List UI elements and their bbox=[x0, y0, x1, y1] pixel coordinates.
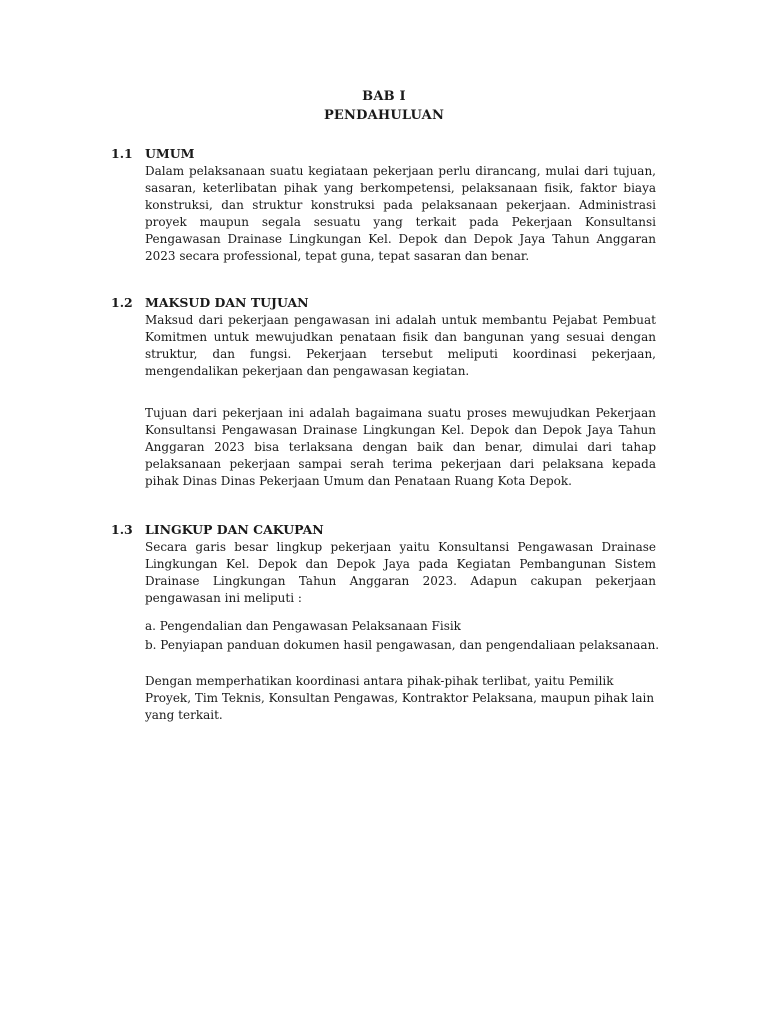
paragraph-maksud: Maksud dari pekerjaan pengawasan ini adalah untuk membantu Pejabat Pembuat Komitmen untuk mewujudkan penataan fisik dan bangunan yang sesuai dengan struktur, dan fungsi. Pekerjaan tersebut meliputi koordinasi pekerjaan, mengendalikan pekerjaan dan pengawasan kegiatan. bbox=[145, 313, 656, 378]
paragraph-tujuan: Tujuan dari pekerjaan ini adalah bagaimana suatu proses mewujudkan Pekerjaan Konsultansi Pengawasan Drainase Lingkungan Kel. Depok dan Depok Jaya Tahun Anggaran 2023 bisa terlaksana dengan baik dan benar, dimulai dari tahap pelaksanaan pekerjaan sampai serah terima pekerjaan dari pelaksana kepada pihak Dinas Dinas Pekerjaan Umum dan Penataan Ruang Kota Depok. bbox=[145, 406, 656, 488]
section-title-umum: UMUM bbox=[145, 146, 195, 161]
chapter-title: PENDAHULUAN bbox=[323, 108, 445, 123]
list-item-b: b. Penyiapan panduan dokumen hasil pengawasan, dan pengendaliaan pelaksanaan. bbox=[145, 638, 660, 652]
section-title-lingkup-cakupan: LINGKUP DAN CAKUPAN bbox=[145, 522, 324, 537]
paragraph-umum: Dalam pelaksanaan suatu kegiataan pekerjaan perlu dirancang, mulai dari tujuan, sasaran, keterlibatan pihak yang berkompetensi, pelaksanaan fisik, faktor biaya konstruksi, dan struktur konstruksi pada pelaksanaan pekerjaan. Administrasi proyek maupun segala sesuatu yang terkait pada Pekerjaan Konsultansi Pengawasan Drainase Lingkungan Kel. Depok dan Depok Jaya Tahun Anggaran 2023 secara professional, tepat guna, tepat sasaran dan benar. bbox=[145, 164, 656, 263]
chapter-label: BAB I bbox=[362, 89, 406, 104]
section-title-maksud-tujuan: MAKSUD DAN TUJUAN bbox=[145, 295, 309, 310]
list-item-a: a. Pengendalian dan Pengawasan Pelaksanaan Fisik bbox=[145, 619, 461, 633]
paragraph-lingkup: Secara garis besar lingkup pekerjaan yaitu Konsultansi Pengawasan Drainase Lingkungan Kel. Depok dan Depok Jaya pada Kegiatan Pembangunan Sistem Drainase Lingkungan Tahun Anggaran 2023. Adapun cakupan pekerjaan pengawasan ini meliputi : bbox=[145, 540, 656, 605]
section-number-1-2: 1.2 bbox=[111, 295, 133, 310]
paragraph-closing: Dengan memperhatikan koordinasi antara pihak-pihak terlibat, yaitu Pemilik Proyek, Tim Teknis, Konsultan Pengawas, Kontraktor Pelaksana, maupun pihak lain yang terkait. bbox=[145, 674, 655, 722]
section-number-1-3: 1.3 bbox=[111, 522, 133, 537]
section-number-1-1: 1.1 bbox=[111, 146, 133, 161]
